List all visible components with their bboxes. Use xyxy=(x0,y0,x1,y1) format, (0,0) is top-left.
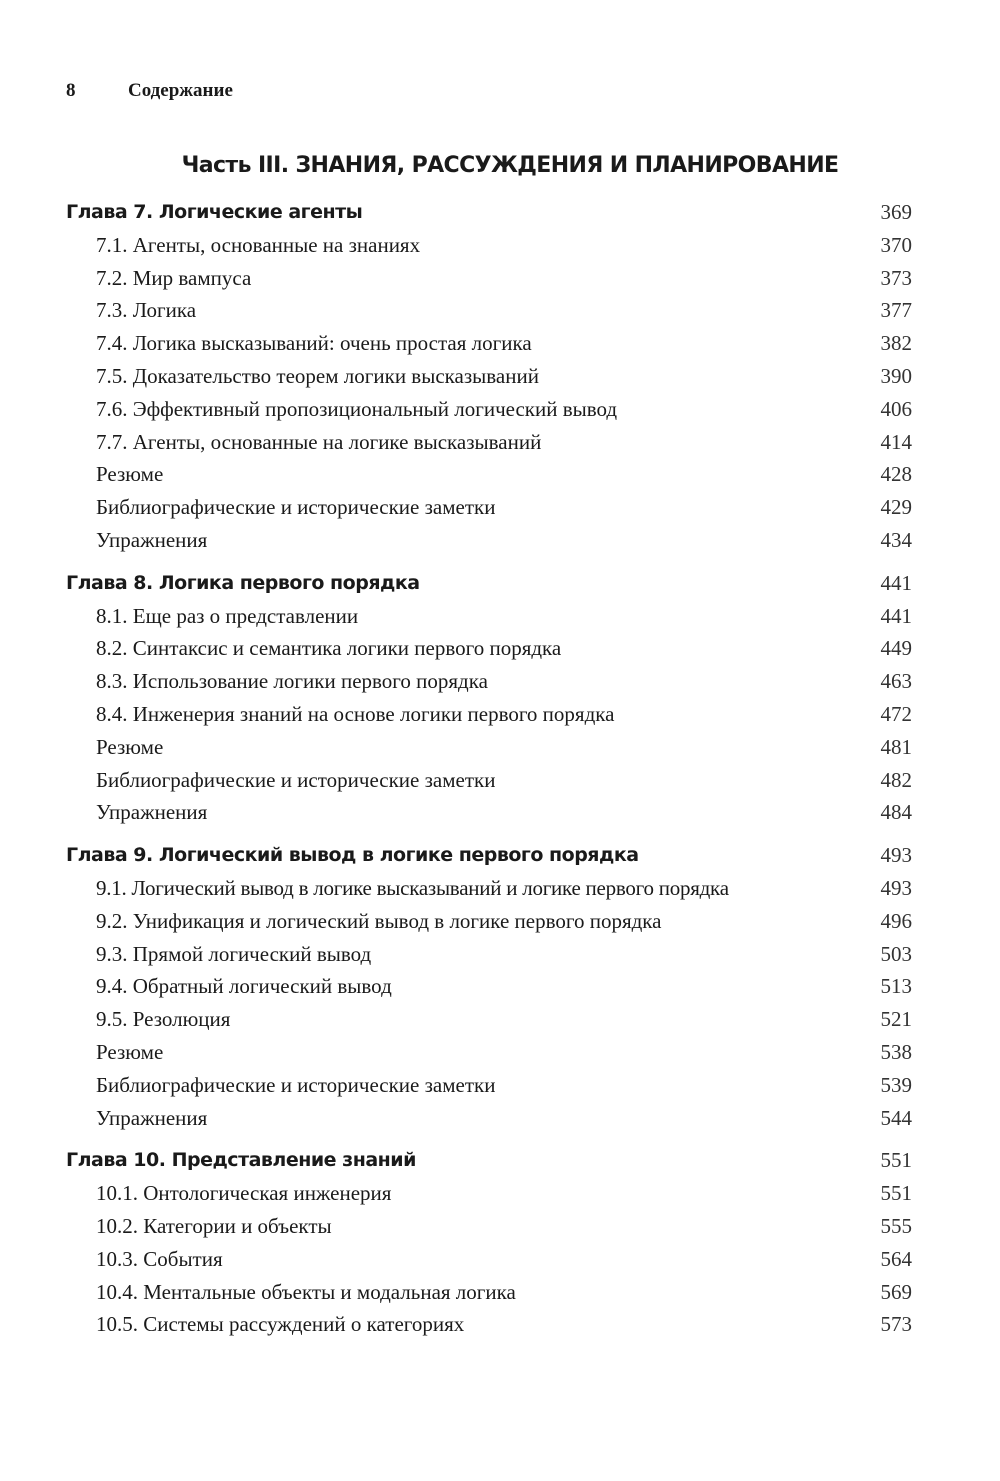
toc-entry-page: 521 xyxy=(880,1007,912,1032)
toc-entry-title: 9.1. Логический вывод в логике высказываний и логике первого порядка xyxy=(96,875,729,900)
toc-chapter-page: 551 xyxy=(880,1148,912,1173)
toc-entry[interactable] xyxy=(0,872,1000,905)
toc-entry-title: 10.4. Ментальные объекты и модальная логика xyxy=(96,1279,516,1304)
toc-entry-page: 377 xyxy=(880,298,912,323)
toc-entry[interactable] xyxy=(0,764,1000,797)
toc-entry-page: 551 xyxy=(880,1181,912,1206)
toc-entry-title: 10.2. Категории и объекты xyxy=(96,1213,332,1238)
toc-entry-title: 10.3. События xyxy=(96,1246,223,1271)
toc-entry-title: Библиографические и исторические заметки xyxy=(96,767,496,792)
toc-entry-page: 493 xyxy=(880,875,912,900)
toc-entry[interactable] xyxy=(0,229,1000,262)
toc-entry[interactable] xyxy=(0,796,1000,829)
toc-entry-page: 441 xyxy=(880,603,912,628)
toc-entry-page: 555 xyxy=(880,1213,912,1238)
toc-entry-page: 496 xyxy=(880,908,912,933)
toc-chapter-title: Глава 9. Логический вывод в логике первого порядка xyxy=(66,844,639,867)
toc-entry[interactable] xyxy=(0,698,1000,731)
toc-entry[interactable] xyxy=(0,600,1000,633)
toc-entry-page: 428 xyxy=(880,462,912,487)
toc-entry[interactable] xyxy=(0,665,1000,698)
toc-entry-page: 463 xyxy=(880,669,912,694)
toc-entry-title: 8.2. Синтаксис и семантика логики первого порядка xyxy=(96,636,562,661)
toc-entry[interactable] xyxy=(0,491,1000,524)
toc-chapter-title: Глава 8. Логика первого порядка xyxy=(66,571,420,594)
toc-entry[interactable] xyxy=(0,1308,1000,1341)
page-number: 8 xyxy=(66,80,76,101)
toc-entry[interactable] xyxy=(0,1243,1000,1276)
toc-entry-title: 7.2. Мир вампуса xyxy=(96,265,252,290)
toc-entry-page: 429 xyxy=(880,495,912,520)
toc-chapter-page: 441 xyxy=(880,570,912,595)
toc-entry-title: Упражнения xyxy=(96,527,208,552)
toc-entry[interactable] xyxy=(0,1102,1000,1135)
toc-chapter[interactable] xyxy=(0,839,1000,872)
toc-entry-page: 481 xyxy=(880,734,912,759)
toc-entry-title: 8.4. Инженерия знаний на основе логики первого порядка xyxy=(96,701,615,726)
toc-entry-title: 9.5. Резолюция xyxy=(96,1007,231,1032)
running-title: Содержание xyxy=(128,80,233,101)
toc-entry-page: 406 xyxy=(880,396,912,421)
toc-entry-title: 8.3. Использование логики первого порядка xyxy=(96,669,488,694)
toc-entry-page: 564 xyxy=(880,1246,912,1271)
toc-entry[interactable] xyxy=(0,632,1000,665)
toc-chapter[interactable] xyxy=(0,196,1000,229)
toc-entry-title: 7.4. Логика высказываний: очень простая логика xyxy=(96,331,532,356)
toc-entry-page: 449 xyxy=(880,636,912,661)
toc-entry-page: 373 xyxy=(880,265,912,290)
toc-chapter-title: Глава 10. Представление знаний xyxy=(66,1149,416,1172)
toc-entry-title: 10.5. Системы рассуждений о категориях xyxy=(96,1312,465,1337)
toc-entry-page: 370 xyxy=(880,232,912,257)
toc-entry[interactable] xyxy=(0,1276,1000,1309)
chapter-block xyxy=(0,1144,1000,1341)
toc-chapter-page: 369 xyxy=(880,200,912,224)
toc-entry-page: 573 xyxy=(880,1312,912,1337)
toc-entry[interactable] xyxy=(0,731,1000,764)
chapter-block xyxy=(0,196,1000,557)
toc-entry-page: 538 xyxy=(880,1039,912,1064)
toc-entry-title: Упражнения xyxy=(96,800,208,825)
toc-entry-title: 9.4. Обратный логический вывод xyxy=(96,974,392,999)
toc-entry-title: 9.2. Унификация и логический вывод в логике первого порядка xyxy=(96,908,662,933)
toc-entry-title: 7.6. Эффективный пропозициональный логический вывод xyxy=(96,396,618,421)
toc-entry[interactable] xyxy=(0,905,1000,938)
toc-entry-page: 484 xyxy=(880,800,912,825)
toc-entry-title: Библиографические и исторические заметки xyxy=(96,495,496,520)
toc-chapter-title: Глава 7. Логические агенты xyxy=(66,201,363,223)
toc-entry[interactable] xyxy=(0,1069,1000,1102)
toc-entry-page: 382 xyxy=(880,331,912,356)
toc-chapter[interactable] xyxy=(0,1144,1000,1177)
toc-entry-title: Резюме xyxy=(96,734,164,759)
toc-entry[interactable] xyxy=(0,262,1000,295)
toc-entry-title: 7.7. Агенты, основанные на логике высказываний xyxy=(96,429,542,454)
toc-entry[interactable] xyxy=(0,426,1000,459)
toc-entry-page: 544 xyxy=(880,1105,912,1130)
toc-entry-title: 10.1. Онтологическая инженерия xyxy=(96,1181,392,1206)
toc-entry-title: 7.3. Логика xyxy=(96,298,197,323)
toc-entry[interactable] xyxy=(0,360,1000,393)
toc-entry-page: 513 xyxy=(880,974,912,999)
toc-entry-page: 569 xyxy=(880,1279,912,1304)
toc-entry-title: 9.3. Прямой логический вывод xyxy=(96,941,372,966)
toc-entry[interactable] xyxy=(0,393,1000,426)
toc-chapter[interactable] xyxy=(0,567,1000,600)
toc-entry-page: 434 xyxy=(880,527,912,552)
toc-entry-title: 7.5. Доказательство теорем логики высказываний xyxy=(96,363,539,388)
toc-entry[interactable] xyxy=(0,1036,1000,1069)
page-header xyxy=(66,80,233,102)
toc-entry[interactable] xyxy=(0,458,1000,491)
toc-entry[interactable] xyxy=(0,1177,1000,1210)
part-title: Часть III. ЗНАНИЯ, РАССУЖДЕНИЯ И ПЛАНИРОВАНИЕ xyxy=(181,153,839,178)
toc-entry[interactable] xyxy=(0,1003,1000,1036)
toc-entry-title: Упражнения xyxy=(96,1105,208,1130)
toc-entry[interactable] xyxy=(0,970,1000,1003)
chapter-block xyxy=(0,839,1000,1134)
toc-entry-title: 7.1. Агенты, основанные на знаниях xyxy=(96,232,421,257)
toc-entry-page: 390 xyxy=(880,363,912,388)
toc-entry[interactable] xyxy=(0,1210,1000,1243)
toc-entry-page: 472 xyxy=(880,701,912,726)
chapter-block xyxy=(0,567,1000,829)
toc-entry[interactable] xyxy=(0,294,1000,327)
toc-entry-page: 414 xyxy=(880,429,912,454)
toc-chapter-page: 493 xyxy=(880,843,912,868)
toc-entry-title: Библиографические и исторические заметки xyxy=(96,1072,496,1097)
toc-entry-page: 503 xyxy=(880,941,912,966)
toc-entry[interactable] xyxy=(0,327,1000,360)
toc-entry[interactable] xyxy=(0,938,1000,971)
toc-entry-page: 539 xyxy=(880,1072,912,1097)
toc-entry-page: 482 xyxy=(880,767,912,792)
toc-entry-title: Резюме xyxy=(96,1039,164,1064)
toc-entry[interactable] xyxy=(0,524,1000,557)
toc-entry-title: Резюме xyxy=(96,462,164,487)
table-of-contents xyxy=(0,196,1000,1351)
toc-entry-title: 8.1. Еще раз о представлении xyxy=(96,603,359,628)
